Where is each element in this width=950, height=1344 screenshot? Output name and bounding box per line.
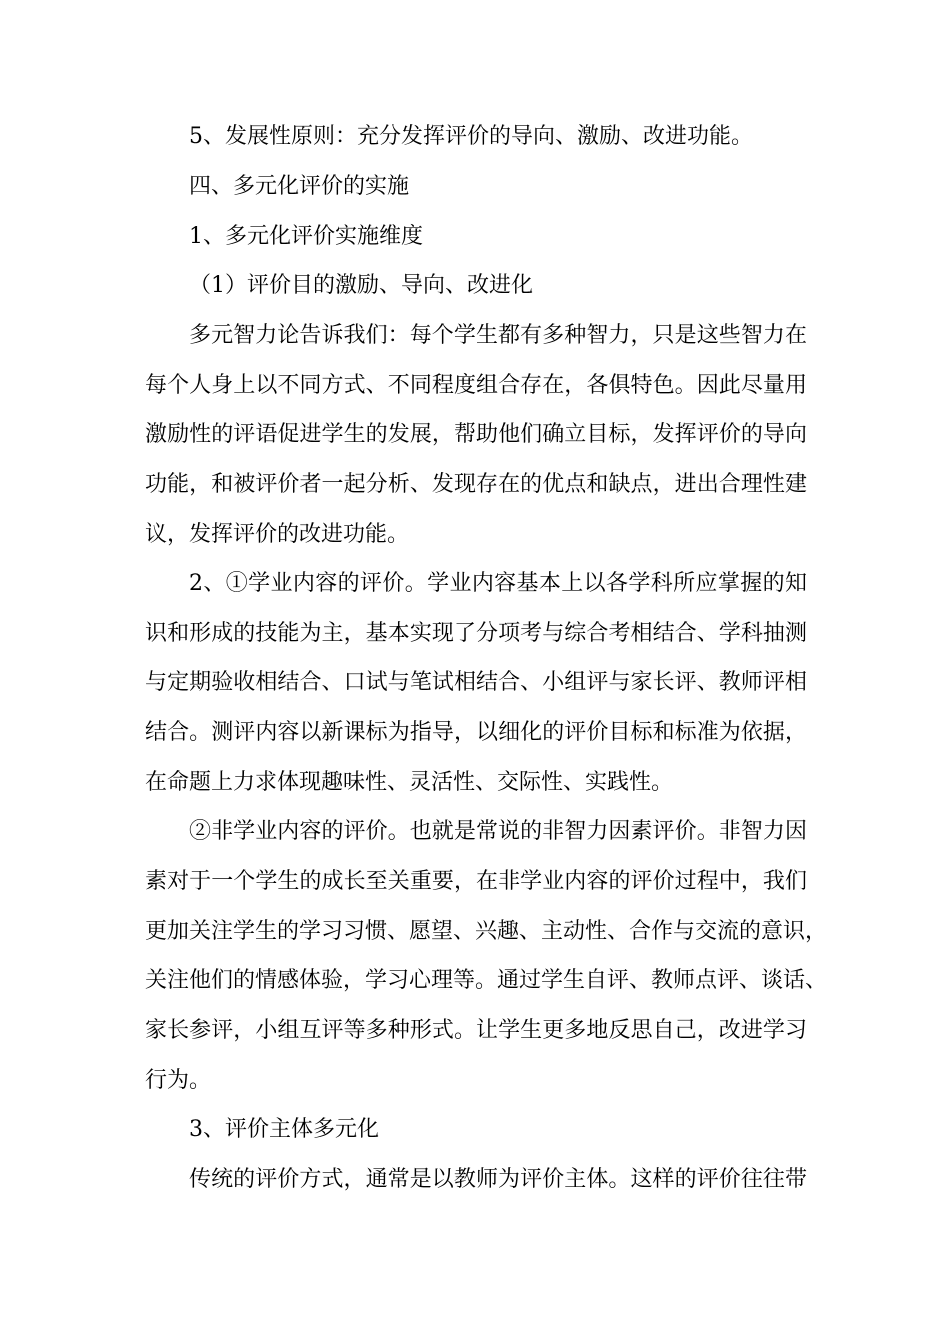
paragraph-line: 激励性的评语促进学生的发展，帮助他们确立目标，发挥评价的导向 — [145, 422, 807, 447]
paragraph-line: 行为。 — [145, 1068, 212, 1093]
paragraph-line: 识和形成的技能为主，基本实现了分项考与综合考相结合、学科抽测 — [145, 621, 807, 646]
paragraph-line: 在命题上力求体现趣味性、灵活性、交际性、实践性。 — [145, 770, 674, 795]
paragraph-line: 素对于一个学生的成长至关重要，在非学业内容的评价过程中，我们 — [145, 869, 807, 894]
paragraph-line: 更加关注学生的学习习惯、愿望、兴趣、主动性、合作与交流的意识， — [145, 919, 828, 944]
paragraph-line: 传统的评价方式，通常是以教师为评价主体。这样的评价往往带 — [189, 1167, 807, 1192]
paragraph-line: 与定期验收相结合、口试与笔试相结合、小组评与家长评、教师评相 — [145, 670, 807, 695]
paragraph-line: 关注他们的情感体验，学习心理等。通过学生自评、教师点评、谈话、 — [145, 968, 828, 993]
paragraph-line: 多元智力论告诉我们：每个学生都有多种智力，只是这些智力在 — [189, 323, 807, 348]
paragraph-line: 结合。测评内容以新课标为指导，以细化的评价目标和标准为依据， — [145, 720, 807, 745]
paragraph-line: 每个人身上以不同方式、不同程度组合存在，各俱特色。因此尽量用 — [145, 373, 807, 398]
paragraph-line: 议，发挥评价的改进功能。 — [145, 522, 410, 547]
paragraph-line: 2、①学业内容的评价。学业内容基本上以各学科所应掌握的知 — [189, 571, 807, 596]
section-4-heading: 四、多元化评价的实施 — [189, 174, 410, 199]
paragraph-line: 家长参评，小组互评等多种形式。让学生更多地反思自己，改进学习 — [145, 1018, 807, 1043]
subsection-3-heading: 3、评价主体多元化 — [189, 1117, 379, 1142]
principle-5-line: 5、发展性原则：充分发挥评价的导向、激励、改进功能。 — [189, 124, 753, 149]
paragraph-line: ②非学业内容的评价。也就是常说的非智力因素评价。非智力因 — [189, 819, 807, 844]
paragraph-line: 功能，和被评价者一起分析、发现存在的优点和缺点，进出合理性建 — [145, 472, 807, 497]
subsection-1-heading: 1、多元化评价实施维度 — [189, 224, 423, 249]
item-1-heading: （1）评价目的激励、导向、改进化 — [189, 273, 533, 298]
